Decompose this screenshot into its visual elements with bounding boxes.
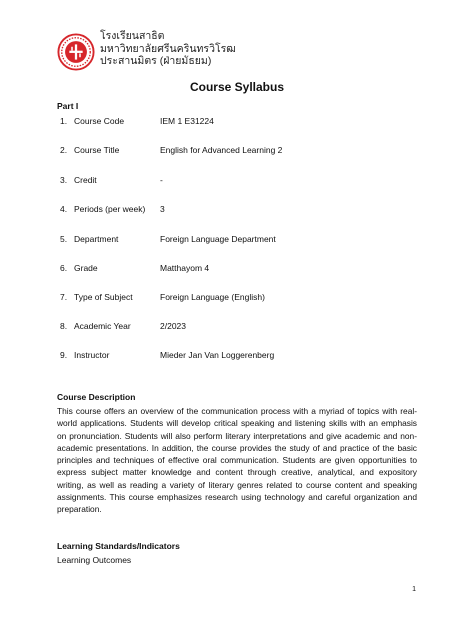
info-label: Department	[74, 234, 119, 244]
learning-outcomes-label: Learning Outcomes	[57, 555, 132, 565]
info-value: Mieder Jan Van Loggerenberg	[160, 350, 275, 360]
school-logo-icon	[57, 33, 95, 71]
info-num: 5.	[60, 234, 68, 244]
info-num: 8.	[60, 321, 68, 331]
info-value: 3	[160, 204, 165, 214]
learning-standards-heading: Learning Standards/Indicators	[57, 541, 180, 551]
course-description-heading: Course Description	[57, 392, 136, 402]
info-label: Course Title	[74, 145, 120, 155]
part-heading: Part I	[57, 101, 79, 111]
info-value: English for Advanced Learning 2	[160, 145, 283, 155]
school-name-line3: ประสานมิตร (ฝ่ายมัธยม)	[100, 55, 212, 67]
info-label: Credit	[74, 175, 97, 185]
course-description-text: This course offers an overview of the communication process with a myriad of topics with real-world applications. Students will develop critical speaking and listening skills with an emphasis on pronunciation. Students will also perform literary interpretations and give academic and non-academic presentations. In addition, the course provides the study of and practice of the basic principles and techniques of effective oral communication. Students are given opportunities to express subject matter knowledge and content through creative, analytical, and expository writing, as well as reading a variety of literary genres related to course content and speaking assignments. This course emphasizes research using technology and careful organization and preparation.	[57, 406, 417, 515]
info-row-course-title	[57, 145, 427, 157]
info-num: 2.	[60, 145, 68, 155]
info-row-credit	[57, 175, 427, 187]
info-value: -	[160, 175, 163, 185]
info-row-instructor	[57, 350, 427, 362]
info-label: Course Code	[74, 116, 125, 126]
page-number: 1	[412, 586, 416, 593]
info-row-type-of-subject	[57, 292, 427, 304]
info-num: 1.	[60, 116, 68, 126]
info-value: IEM 1 E31224	[160, 116, 214, 126]
info-num: 4.	[60, 204, 68, 214]
info-row-course-code	[57, 116, 427, 128]
info-label: Periods (per week)	[74, 204, 146, 214]
school-name-line1: โรงเรียนสาธิต	[100, 30, 165, 42]
info-value: Foreign Language (English)	[160, 292, 265, 302]
info-value: Foreign Language Department	[160, 234, 276, 244]
info-row-department	[57, 234, 427, 246]
info-num: 3.	[60, 175, 68, 185]
info-value: Matthayom 4	[160, 263, 210, 273]
info-label: Grade	[74, 263, 98, 273]
info-num: 9.	[60, 350, 68, 360]
info-label: Type of Subject	[74, 292, 133, 302]
info-label: Academic Year	[74, 321, 131, 331]
info-num: 6.	[60, 263, 68, 273]
info-label: Instructor	[74, 350, 110, 360]
info-row-grade	[57, 263, 427, 275]
page-title: Course Syllabus	[189, 80, 285, 94]
info-num: 7.	[60, 292, 68, 302]
info-row-periods	[57, 204, 427, 216]
school-name	[100, 30, 236, 68]
school-name-line2: มหาวิทยาลัยศรีนครินทรวิโรฒ	[100, 42, 236, 55]
info-row-academic-year	[57, 321, 427, 333]
info-value: 2/2023	[160, 321, 186, 331]
